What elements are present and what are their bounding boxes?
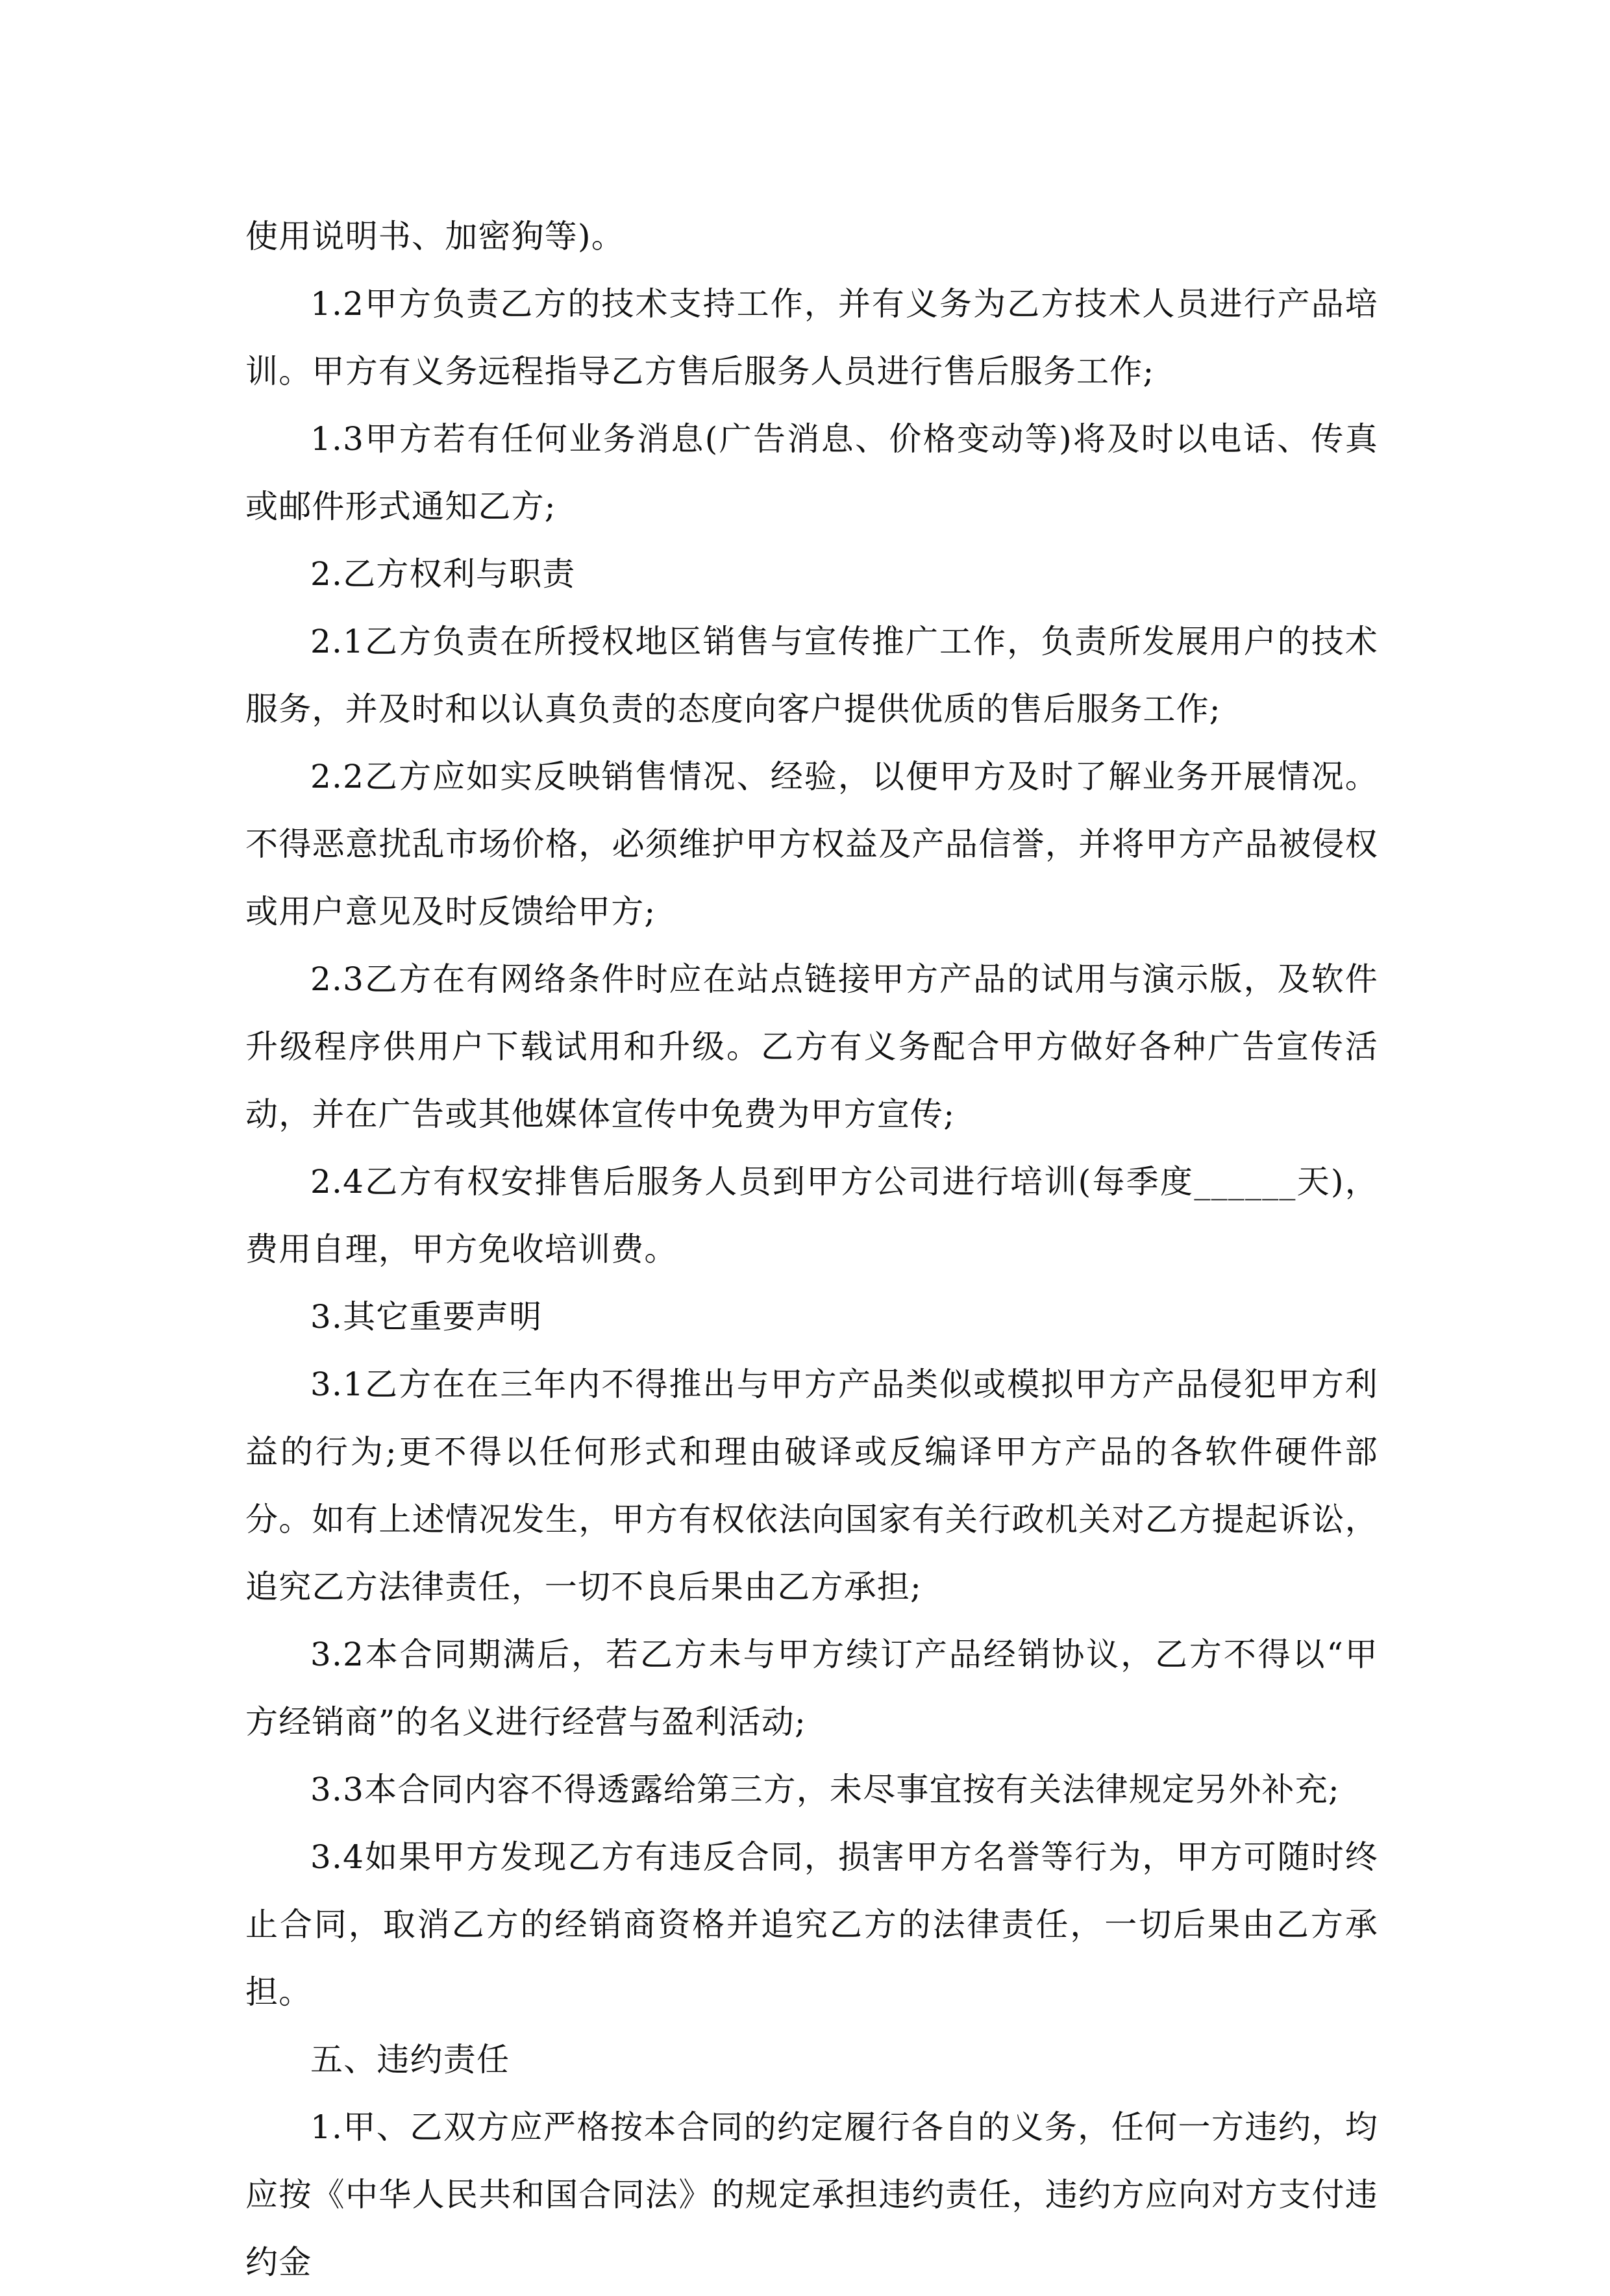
section-heading-3: 3.其它重要声明 <box>310 1298 543 1336</box>
paragraph-3-4: 3.4如果甲方发现乙方有违反合同，损害甲方名誉等行为，甲方可随时终止合同，取消乙方的经销商资格并追究乙方的法律责任，一切后果由乙方承担。 <box>245 1838 1378 2011</box>
paragraph-1-3: 1.3甲方若有任何业务消息(广告消息、价格变动等)将及时以电话、传真或邮件形式通知乙方; <box>245 420 1378 525</box>
section-heading-2: 2.乙方权利与职责 <box>310 555 576 593</box>
section-heading-5: 五、违约责任 <box>310 2041 510 2078</box>
paragraph-1: 使用说明书、加密狗等)。 <box>245 218 625 255</box>
paragraph-2-1: 2.1乙方负责在所授权地区销售与宣传推广工作，负责所发展用户的技术服务，并及时和以认真负责的态度向客户提供优质的售后服务工作; <box>245 623 1378 728</box>
paragraph-5-1: 1.甲、乙双方应严格按本合同的约定履行各自的义务，任何一方违约，均应按《中华人民共和国合同法》的规定承担违约责任，违约方应向对方支付违约金 <box>245 2108 1378 2281</box>
paragraph-3-2: 3.2本合同期满后，若乙方未与甲方续订产品经销协议，乙方不得以“甲方经销商”的名义进行经营与盈利活动; <box>245 1636 1378 1741</box>
paragraph-2-3: 2.3乙方在有网络条件时应在站点链接甲方产品的试用与演示版，及软件升级程序供用户下载试用和升级。乙方有义务配合甲方做好各种广告宣传活动，并在广告或其他媒体宣传中免费为甲方宣传; <box>245 960 1378 1133</box>
paragraph-2-2: 2.2乙方应如实反映销售情况、经验，以便甲方及时了解业务开展情况。不得恶意扰乱市场价格，必须维护甲方权益及产品信誉，并将甲方产品被侵权或用户意见及时反馈给甲方; <box>245 758 1378 930</box>
paragraph-3-1: 3.1乙方在在三年内不得推出与甲方产品类似或模拟甲方产品侵犯甲方利益的行为;更不得以任何形式和理由破译或反编译甲方产品的各软件硬件部分。如有上述情况发生，甲方有权依法向国家有关行政机关对乙方提起诉讼，追究乙方法律责任，一切不良后果由乙方承担; <box>245 1366 1378 1606</box>
document-body <box>245 203 1378 2296</box>
paragraph-1-2: 1.2甲方负责乙方的技术支持工作，并有义务为乙方技术人员进行产品培训。甲方有义务远程指导乙方售后服务人员进行售后服务工作; <box>245 285 1378 390</box>
paragraph-3-3: 3.3本合同内容不得透露给第三方，未尽事宜按有关法律规定另外补充; <box>310 1771 1340 1808</box>
paragraph-2-4: 2.4乙方有权安排售后服务人员到甲方公司进行培训(每季度______天)，费用自理，甲方免收培训费。 <box>245 1163 1378 1268</box>
